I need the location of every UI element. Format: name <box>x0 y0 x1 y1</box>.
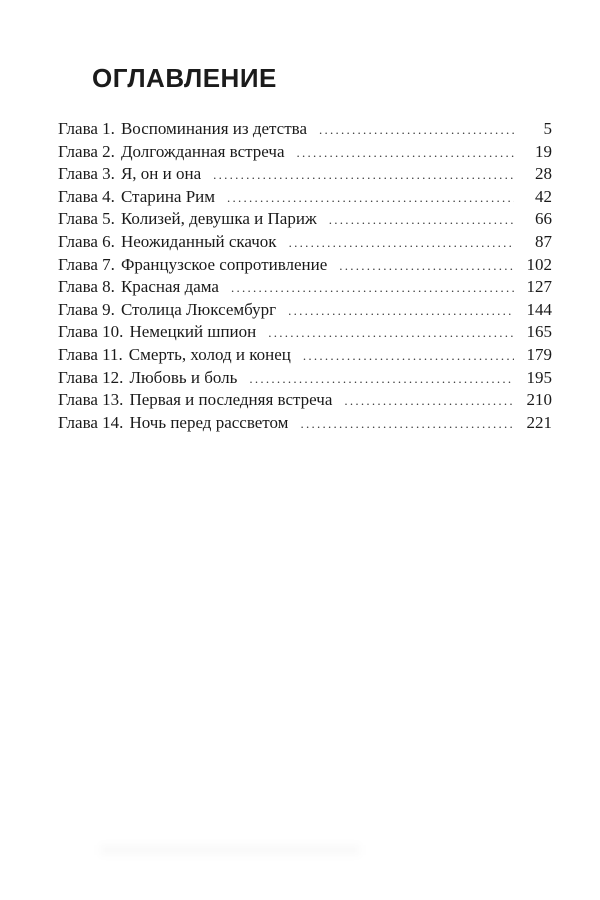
dot-leader <box>268 322 514 345</box>
toc-chapter-number: Глава 11. <box>58 344 123 364</box>
toc-heading: ОГЛАВЛЕНИЕ <box>92 63 277 93</box>
dot-leader <box>300 413 514 436</box>
toc-chapter-number: Глава 10. <box>58 322 124 342</box>
toc-page-number: 42 <box>535 186 552 206</box>
toc-entry <box>58 299 552 322</box>
toc-entry <box>58 254 552 277</box>
toc-entry <box>58 344 552 367</box>
toc-entry <box>58 141 552 164</box>
toc-chapter-number: Глава 13. <box>58 390 124 410</box>
toc-page-number: 19 <box>535 141 552 161</box>
toc-chapter-title: Колизей, девушка и Париж <box>120 209 317 229</box>
toc-list <box>58 118 552 434</box>
toc-entry <box>58 118 552 141</box>
dot-leader <box>249 368 514 391</box>
toc-entry <box>58 231 552 254</box>
toc-page-number: 66 <box>535 209 552 229</box>
toc-chapter-title: Столица Люксембург <box>120 299 277 319</box>
toc-chapter-title: Воспоминания из детства <box>120 119 307 138</box>
toc-chapter-title: Любовь и боль <box>129 367 238 387</box>
dot-leader <box>297 142 515 165</box>
toc-chapter-title: Первая и последняя встреча <box>129 390 333 410</box>
toc-chapter-number: Глава 12. <box>58 367 124 387</box>
toc-entry <box>58 163 552 186</box>
toc-entry <box>58 276 552 299</box>
toc-chapter-title: Французское сопротивление <box>120 254 328 274</box>
toc-page-number: 221 <box>526 412 552 432</box>
toc-chapter-title: Красная дама <box>120 277 219 297</box>
toc-chapter-number: Глава 7. <box>58 254 115 274</box>
toc-chapter-number: Глава 9. <box>58 299 115 319</box>
dot-leader <box>339 255 514 278</box>
toc-chapter-number: Глава 2. <box>58 141 115 161</box>
dot-leader <box>289 232 514 255</box>
toc-chapter-number: Глава 5. <box>58 209 115 229</box>
dot-leader <box>231 277 514 300</box>
toc-chapter-title: Немецкий шпион <box>129 322 257 342</box>
toc-chapter-title: Долгожданная встреча <box>120 141 285 161</box>
toc-chapter-title: Смерть, холод и конец <box>128 344 291 364</box>
toc-entry <box>58 321 552 344</box>
dot-leader <box>329 209 514 232</box>
toc-page-number: 165 <box>526 322 552 342</box>
toc-entry <box>58 412 552 435</box>
toc-entry <box>58 367 552 390</box>
toc-page-number: 87 <box>535 231 552 251</box>
dot-leader <box>288 300 514 323</box>
toc-chapter-number: Глава 8. <box>58 277 115 297</box>
dot-leader <box>227 187 514 210</box>
toc-entry <box>58 186 552 209</box>
toc-chapter-title: Старина Рим <box>120 186 216 206</box>
toc-page-number: 179 <box>526 344 552 364</box>
toc-chapter-title: Я, он и она <box>120 164 202 184</box>
scan-shadow <box>100 845 360 855</box>
toc-chapter-number: Глава 3. <box>58 164 115 184</box>
toc-chapter-number: Глава 4. <box>58 186 115 206</box>
toc-chapter-title: Ночь перед рассветом <box>129 412 289 432</box>
toc-chapter-number: Глава 1. <box>58 119 115 138</box>
toc-chapter-number: Глава 6. <box>58 231 115 251</box>
dot-leader <box>213 164 514 187</box>
toc-page-number: 195 <box>526 367 552 387</box>
toc-entry <box>58 208 552 231</box>
toc-chapter-title: Неожиданный скачок <box>120 231 277 251</box>
toc-page-number: 144 <box>526 299 552 319</box>
toc-page-number: 28 <box>535 164 552 184</box>
toc-chapter-number: Глава 14. <box>58 412 124 432</box>
toc-page-number: 102 <box>526 254 552 274</box>
toc-entry <box>58 389 552 412</box>
toc-page-number: 127 <box>526 277 552 297</box>
toc-page-number: 210 <box>526 390 552 410</box>
toc-page-number: 5 <box>543 119 552 138</box>
dot-leader <box>303 345 514 368</box>
dot-leader <box>344 390 514 413</box>
dot-leader <box>319 119 514 142</box>
